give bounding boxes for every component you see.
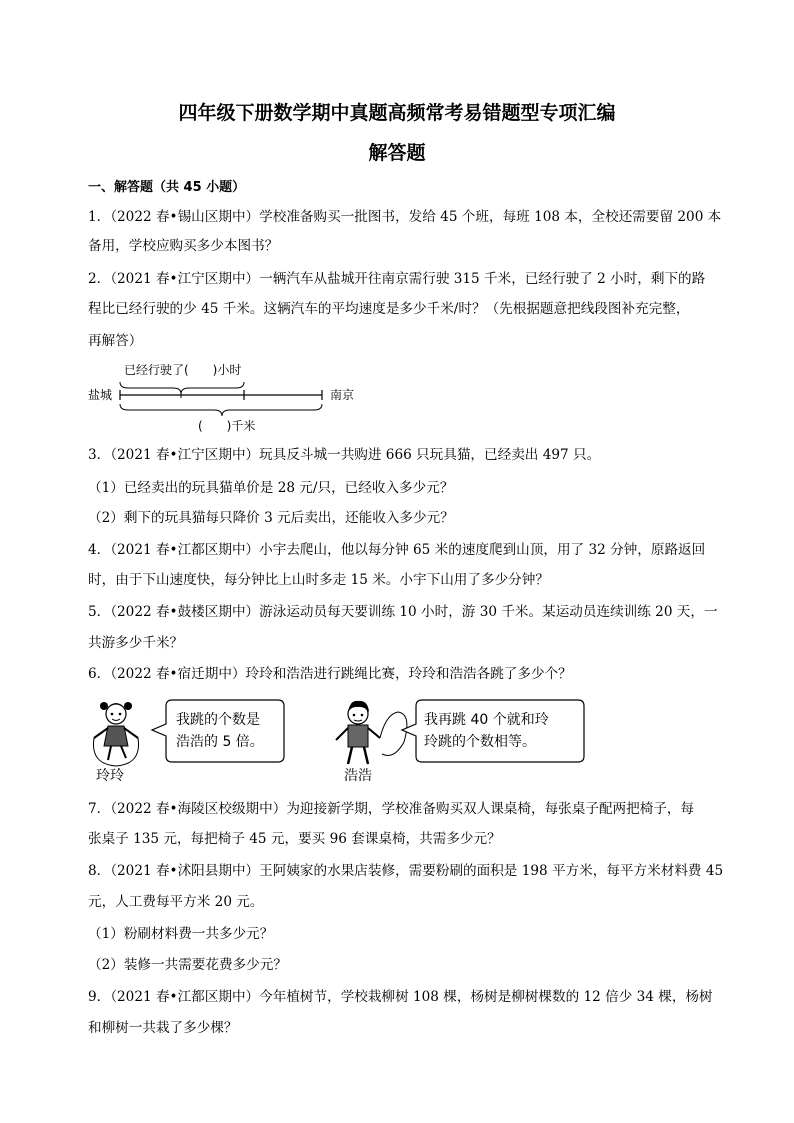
question-line: 5．（2022 春•鼓楼区期中）游泳运动员每天要训练 10 小时，游 30 千米。某运动员连续训练 20 天，一 — [88, 604, 718, 620]
question-line: 元，人工费每平方米 20 元。 — [88, 894, 264, 910]
girl-speech-line1: 我跳的个数是 — [176, 712, 260, 728]
question6-illustration — [86, 694, 606, 786]
question-line: 程比已经行驶的少 45 千米。这辆汽车的平均速度是多少千米/时？（先根据题意把线段图补充完整， — [88, 301, 690, 317]
boy-speech-bubble — [402, 700, 584, 762]
question-line: 2．（2021 春•江宁区期中）一辆汽车从盐城开往南京需行驶 315 千米，已经行驶了 2 小时，剩下的路 — [88, 271, 706, 287]
line-segment-diagram — [88, 358, 378, 438]
question-line: 7．（2022 春•海陵区校级期中）为迎接新学期，学校准备购买双人课桌椅，每张桌子配两把椅子，每 — [88, 801, 695, 817]
girl-jumping-rope-icon — [93, 702, 138, 766]
question-line: 1．（2022 春•锡山区期中）学校准备购买一批图书，发给 45 个班，每班 108 本，全校还需要留 200 本 — [88, 209, 722, 225]
boy-name-label: 浩浩 — [344, 768, 372, 784]
question-line: 9．（2021 春•江都区期中）今年植树节，学校栽柳树 108 棵，杨树是柳树棵数的 12 倍少 34 棵，杨树 — [88, 989, 713, 1005]
question-line: 4．（2021 春•江都区期中）小宇去爬山，他以每分钟 65 米的速度爬到山顶，用了 32 分钟，原路返回 — [88, 542, 706, 558]
diagram-bottom-label: ( )千米 — [198, 419, 256, 433]
end-label: 南京 — [330, 388, 355, 402]
document-subtitle: 解答题 — [368, 142, 426, 164]
question-line: （1）粉刷材料费一共多少元？ — [88, 926, 274, 942]
bottom-brace — [120, 404, 322, 416]
girl-speech-bubble — [152, 700, 284, 762]
girl-name-label: 玲玲 — [96, 768, 124, 784]
boy-jumping-rope-icon — [336, 701, 407, 764]
question-line: 时，由于下山速度快，每分钟比上山时多走 15 米。小宇下山用了多少分钟？ — [88, 572, 549, 588]
boy-speech-line2: 玲跳的个数相等。 — [424, 734, 536, 750]
diagram-top-label: 已经行驶了( )小时 — [124, 363, 242, 377]
question-line: 备用，学校应购买多少本图书？ — [88, 238, 279, 254]
top-brace — [120, 382, 244, 394]
question-line: （2）剩下的玩具猫每只降价 3 元后卖出，还能收入多少元？ — [88, 510, 454, 526]
question-line: 3．（2021 春•江宁区期中）玩具反斗城一共购进 666 只玩具猫，已经卖出 497 只。 — [88, 447, 601, 463]
question-line: （1）已经卖出的玩具猫单价是 28 元/只，已经收入多少元？ — [88, 480, 454, 496]
question-line: 6．（2022 春•宿迁期中）玲玲和浩浩进行跳绳比赛，玲玲和浩浩各跳了多少个？ — [88, 666, 572, 682]
document-title: 四年级下册数学期中真题高频常考易错题型专项汇编 — [178, 102, 616, 124]
question-line: （2）装修一共需要花费多少元？ — [88, 957, 287, 973]
question-line: 和柳树一共栽了多少棵？ — [88, 1020, 238, 1036]
question-line: 再解答） — [88, 333, 143, 349]
boy-speech-line1: 我再跳 40 个就和玲 — [424, 712, 549, 728]
girl-speech-line2: 浩浩的 5 倍。 — [176, 734, 264, 750]
section-heading: 一、解答题（共 45 小题） — [88, 180, 246, 195]
question-line: 张桌子 135 元，每把椅子 45 元，要买 96 套课桌椅，共需多少元？ — [88, 831, 501, 847]
question-line: 8．（2021 春•沭阳县期中）王阿姨家的水果店装修，需要粉刷的面积是 198 平方米，每平方米材料费 45 — [88, 863, 724, 879]
start-label: 盐城 — [88, 388, 113, 402]
question-line: 共游多少千米？ — [88, 635, 184, 651]
